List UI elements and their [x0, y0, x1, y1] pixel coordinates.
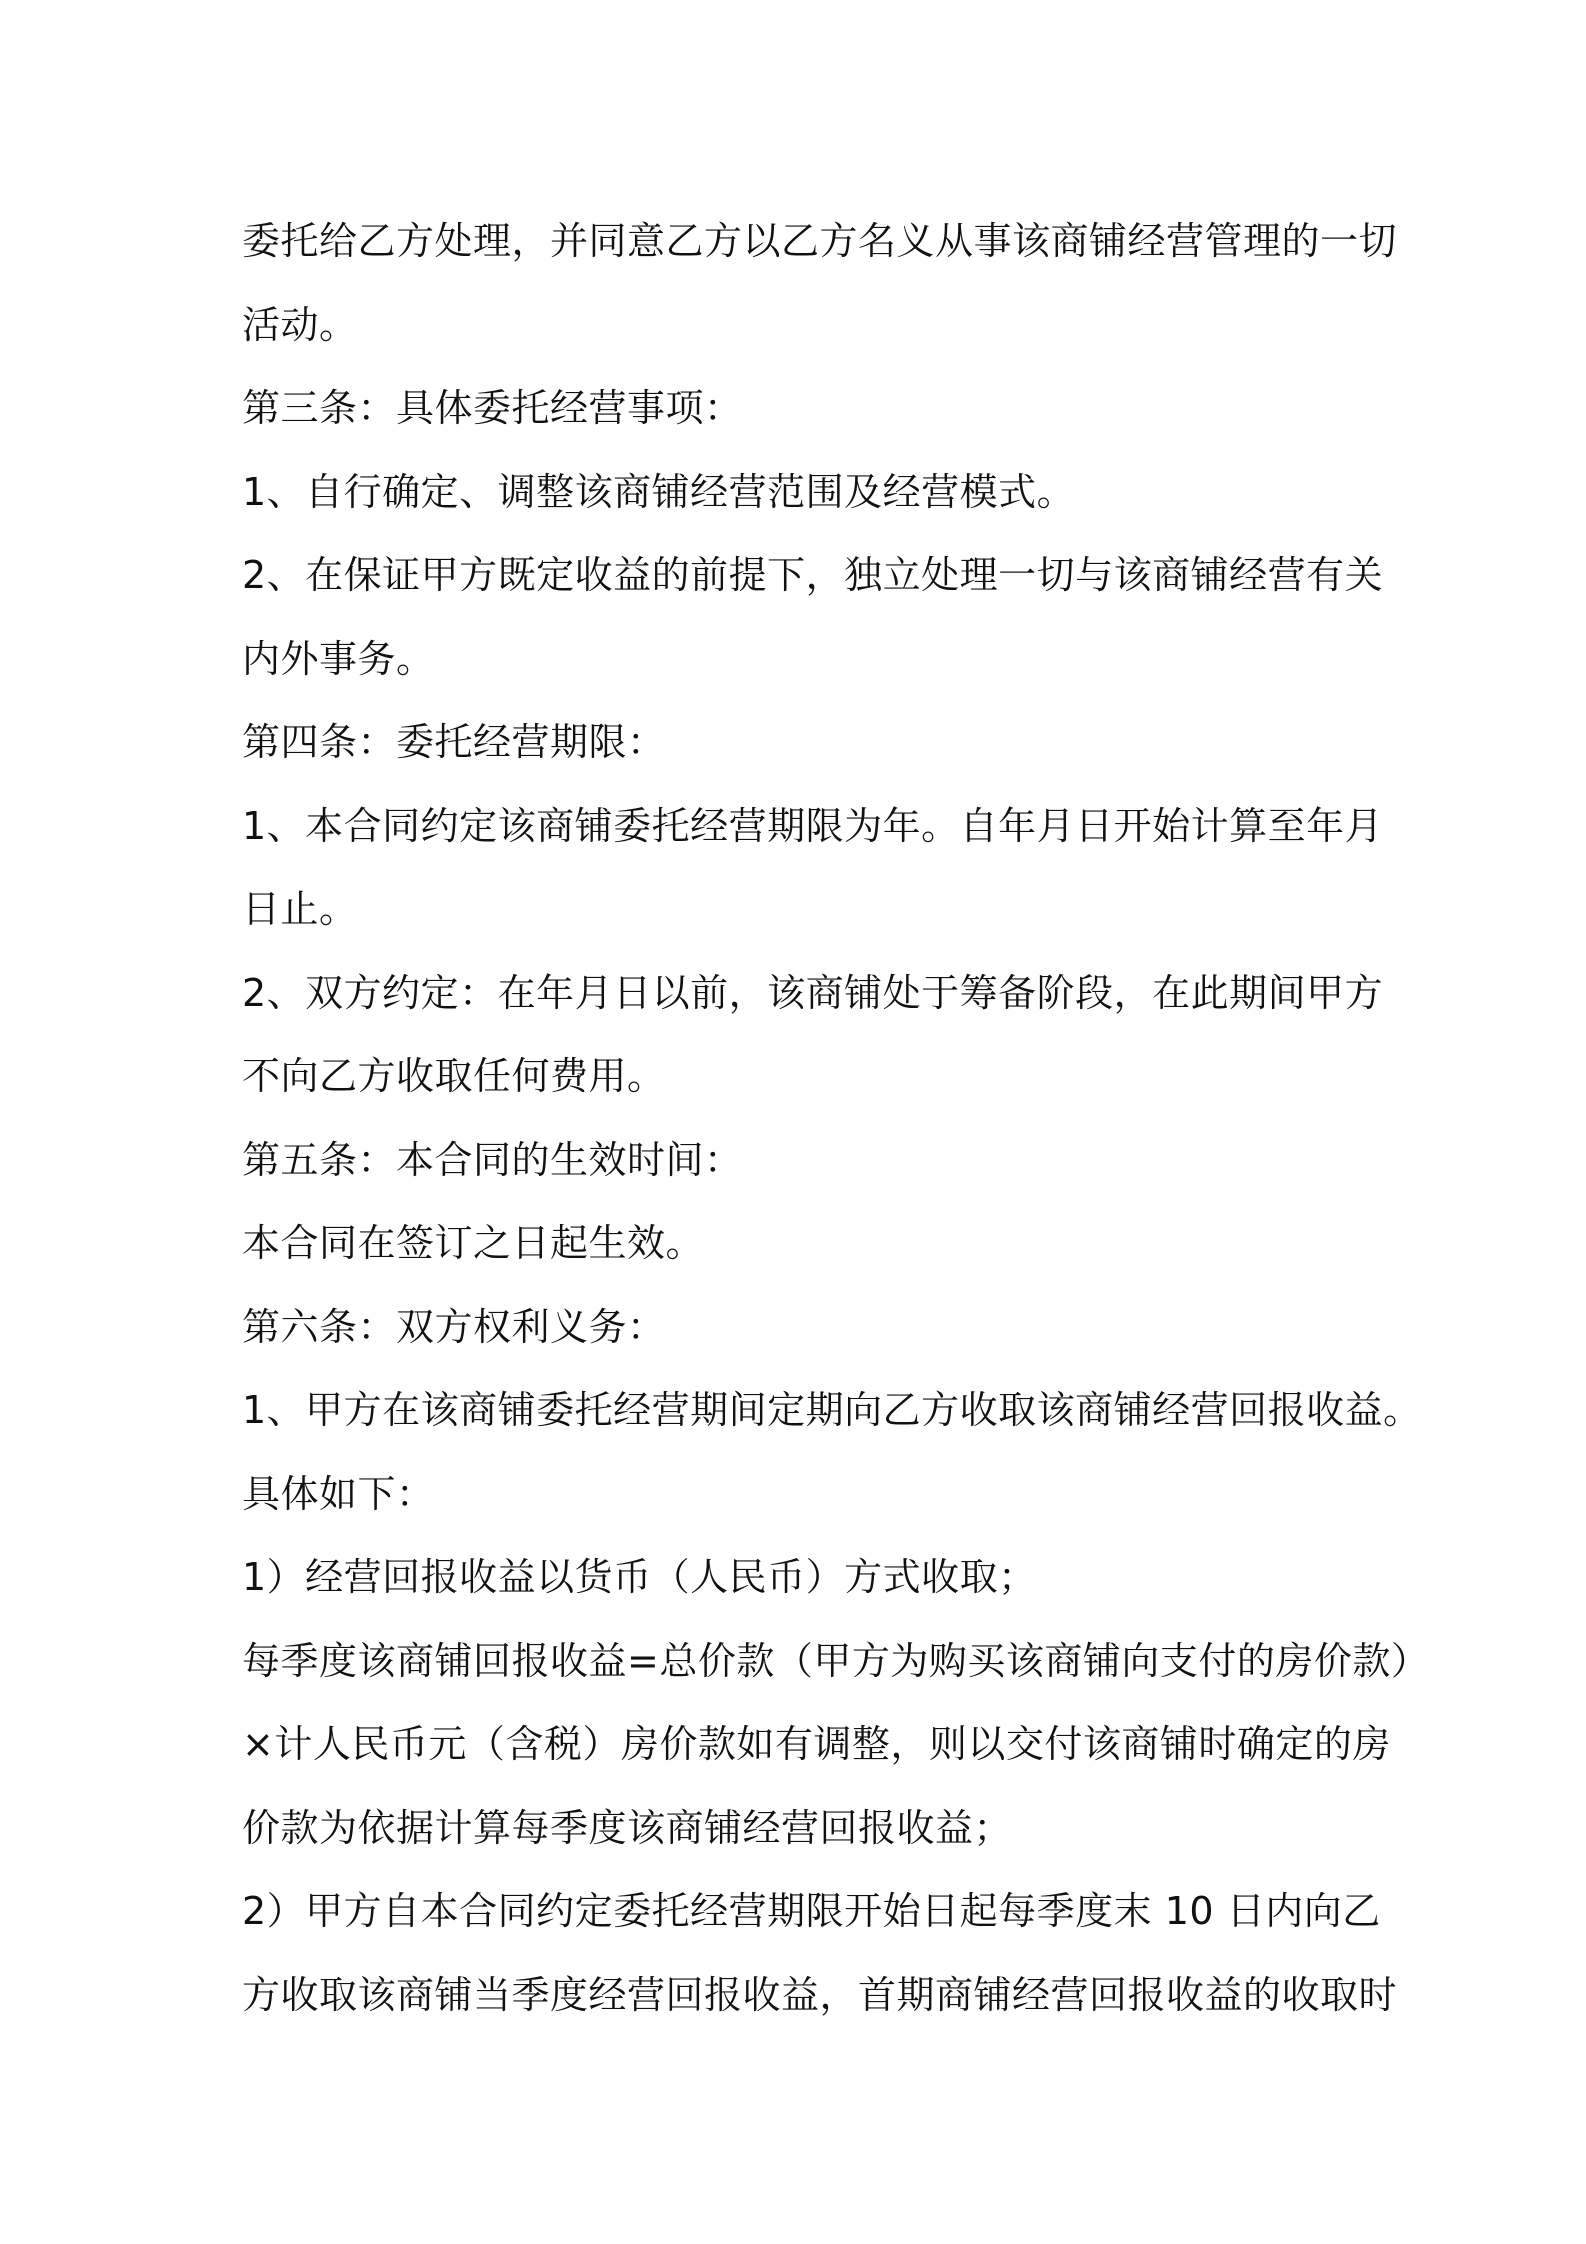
article-5-heading: 第五条：本合同的生效时间： — [242, 1137, 743, 1182]
text-line: 委托给乙方处理，并同意乙方以乙方名义从事该商铺经营管理的一切 — [242, 219, 1398, 263]
text-line: 本合同在签订之日起生效。 — [242, 1221, 705, 1265]
text-line: 不向乙方收取任何费用。 — [242, 1054, 666, 1098]
text-line: 日止。 — [242, 887, 358, 931]
article-6-heading: 第六条：双方权利义务： — [242, 1304, 666, 1349]
text-line: 具体如下： — [242, 1471, 435, 1516]
text-line: 活动。 — [242, 302, 358, 347]
text-line: 2、双方约定：在年月日以前，该商铺处于筹备阶段，在此期间甲方 — [242, 970, 1384, 1015]
text-line: 1、自行确定、调整该商铺经营范围及经营模式。 — [242, 469, 1076, 514]
contract-text-body — [242, 200, 1430, 2037]
text-line: 2、在保证甲方既定收益的前提下，独立处理一切与该商铺经营有关 — [242, 553, 1384, 597]
text-line: 价款为依据计算每季度该商铺经营回报收益； — [242, 1805, 1013, 1850]
text-line: 1、甲方在该商铺委托经营期间定期向乙方收取该商铺经营回报收益。 — [242, 1388, 1422, 1432]
text-line: 方收取该商铺当季度经营回报收益，首期商铺经营回报收益的收取时 — [242, 1972, 1398, 2017]
text-line: 2）甲方自本合同约定委托经营期限开始日起每季度末 10 日内向乙 — [242, 1889, 1381, 1933]
text-line: 内外事务。 — [242, 636, 435, 681]
article-3-heading: 第三条：具体委托经营事项： — [242, 386, 743, 430]
text-line: 1）经营回报收益以货币（人民币）方式收取； — [242, 1555, 1037, 1599]
text-line: ×计人民币元（含税）房价款如有调整，则以交付该商铺时确定的房 — [242, 1722, 1391, 1766]
article-4-heading: 第四条：委托经营期限： — [242, 720, 666, 764]
text-line: 1、本合同约定该商铺委托经营期限为年。自年月日开始计算至年月 — [242, 803, 1384, 848]
text-line: 每季度该商铺回报收益=总价款（甲方为购买该商铺向支付的房价款） — [242, 1638, 1430, 1683]
